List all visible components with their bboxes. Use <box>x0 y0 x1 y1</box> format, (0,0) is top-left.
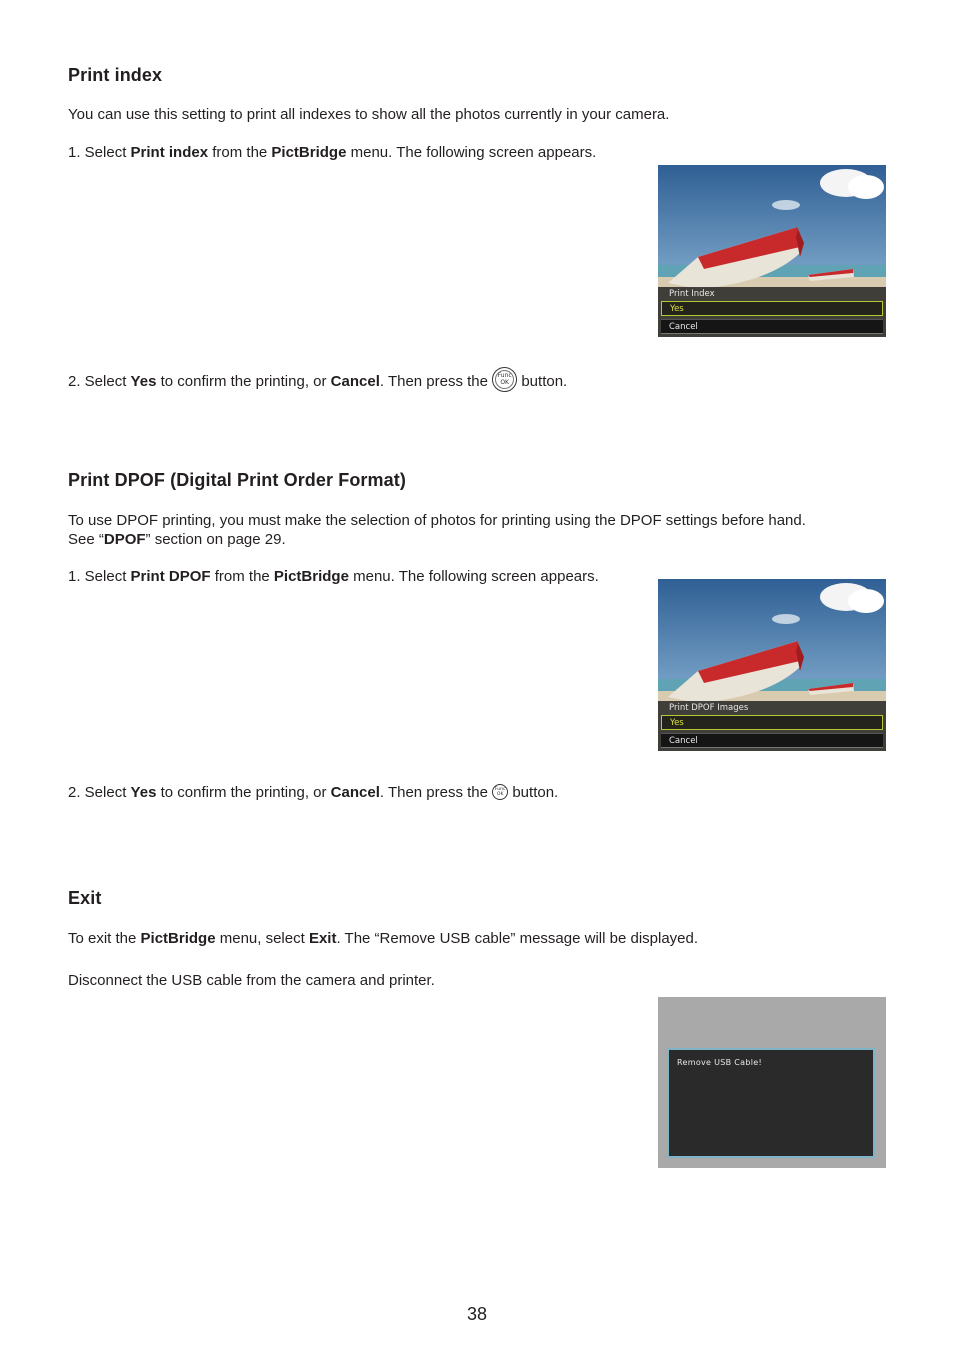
section-heading-print-index: Print index <box>68 65 163 85</box>
print-index-screen <box>658 165 886 337</box>
print-dpof-screen <box>658 579 886 751</box>
print-dpof-intro-line1: To use DPOF printing, you must make the selection of photos for printing using the DPOF settings before hand. <box>68 512 806 529</box>
exit-line2: Disconnect the USB cable from the camera and printer. <box>68 972 435 989</box>
menu-option-cancel[interactable]: Cancel <box>661 319 883 334</box>
remove-usb-dialog <box>667 1048 875 1158</box>
print-dpof-step1: 1. Select Print DPOF from the PictBridge menu. The following screen appears. <box>68 568 599 585</box>
func-ok-button-icon: Func OK <box>492 367 517 392</box>
remove-usb-screen <box>658 997 886 1168</box>
menu-title: Print DPOF Images <box>669 703 749 713</box>
print-index-step1: 1. Select Print index from the PictBridge menu. The following screen appears. <box>68 144 597 161</box>
print-index-intro: You can use this setting to print all indexes to show all the photos currently in your camera. <box>68 106 670 123</box>
section-heading-print-dpof: Print DPOF (Digital Print Order Format) <box>68 470 406 490</box>
func-ok-button-icon: Func OK <box>492 784 508 800</box>
menu-option-yes[interactable]: Yes <box>661 301 883 316</box>
print-index-step2: 2. Select Yes to confirm the printing, or Cancel. Then press the Func OK button. <box>68 372 567 392</box>
print-dpof-intro-line2: See “DPOF” section on page 29. <box>68 531 286 548</box>
section-heading-exit: Exit <box>68 888 102 908</box>
exit-line1: To exit the PictBridge menu, select Exit. The “Remove USB cable” message will be displayed. <box>68 930 699 947</box>
print-dpof-menu <box>658 701 886 751</box>
remove-usb-message: Remove USB Cable! <box>677 1058 762 1067</box>
menu-option-cancel[interactable]: Cancel <box>661 733 883 748</box>
print-index-menu <box>658 287 886 337</box>
print-dpof-step2: 2. Select Yes to confirm the printing, or Cancel. Then press the Func OK button. <box>68 784 559 801</box>
menu-option-yes[interactable]: Yes <box>661 715 883 730</box>
page-number: 38 <box>466 1304 488 1324</box>
menu-title: Print Index <box>669 289 715 299</box>
